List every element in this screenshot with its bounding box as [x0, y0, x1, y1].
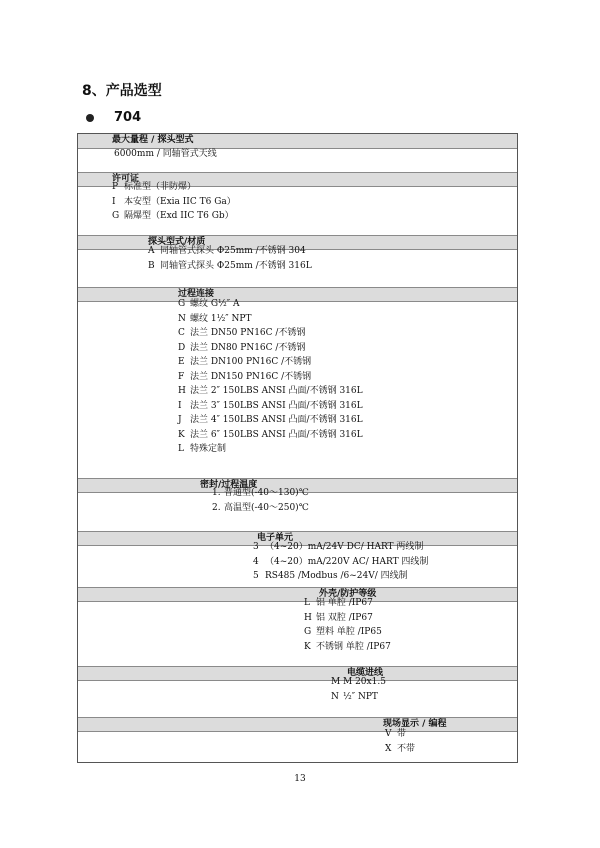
option-text: RS485 /Modbus /6~24V/ 四线制 [265, 571, 408, 581]
option-code: B [148, 260, 155, 271]
option-text: 螺纹 G½″ A [190, 299, 240, 309]
section-heading: 8、产品选型 [82, 83, 162, 99]
section-band [78, 287, 517, 302]
model-number: 704 [114, 110, 142, 125]
option-text: 普通型(-40～130)℃ [224, 488, 309, 498]
option-row [178, 384, 363, 398]
option-text: 同轴管式探头 Φ25mm /不锈钢 316L [160, 260, 312, 271]
option-row [178, 326, 305, 340]
option-text: 法兰 2″ 150LBS ANSI 凸面/不锈钢 316L [190, 386, 363, 396]
page-number: 13 [294, 774, 306, 784]
option-text: 法兰 DN150 PN16C /不锈钢 [190, 371, 312, 382]
option-text: 法兰 DN50 PN16C /不锈钢 [190, 328, 306, 338]
option-row [385, 727, 406, 741]
option-text: 特殊定制 [190, 444, 227, 454]
option-code: I [178, 400, 182, 411]
option-code: 2. [212, 502, 221, 513]
option-text: 法兰 3″ 150LBS ANSI 凸面/不锈钢 316L [190, 400, 363, 411]
section-band [78, 717, 517, 732]
section-title: 现场显示 / 编程 [383, 719, 447, 729]
option-code: M [331, 677, 341, 687]
section-title: 最大量程 / 探头型式 [112, 135, 194, 145]
option-row [178, 370, 311, 384]
option-code: V [385, 729, 392, 739]
option-row [304, 640, 391, 654]
option-code: I [112, 196, 116, 207]
section-band [78, 587, 517, 602]
option-code: G [304, 627, 312, 637]
model-label [86, 110, 141, 125]
option-row [253, 555, 428, 569]
option-row [178, 341, 305, 355]
option-text: 6000mm / 同轴管式天线 [114, 149, 217, 159]
option-row [253, 569, 408, 583]
option-code: G [112, 211, 120, 221]
option-code: 3 [253, 542, 259, 552]
option-row [178, 355, 311, 369]
option-row [112, 195, 236, 209]
option-text: 塑料 单腔 /IP65 [316, 627, 382, 637]
option-row [114, 147, 217, 161]
section-title: 过程连接 [178, 289, 215, 299]
option-text: 法兰 6″ 150LBS ANSI 凸面/不锈钢 316L [190, 429, 363, 440]
section-title: 外壳/防护等级 [319, 589, 377, 599]
option-text: 同轴管式探头 Φ25mm /不锈钢 304 [160, 246, 306, 256]
section-band [78, 666, 517, 681]
option-row [253, 540, 423, 554]
option-code: H [178, 386, 186, 396]
option-code: K [178, 429, 185, 440]
option-code: L [304, 598, 310, 608]
option-text: （4~20）mA/24V DC/ HART 两线制 [265, 542, 424, 552]
option-row [304, 596, 373, 610]
option-row [178, 297, 240, 311]
section-title: 探头型式/材质 [148, 237, 206, 247]
option-code: H [304, 612, 312, 623]
option-code: E [178, 357, 185, 367]
selection-table [77, 133, 518, 763]
option-code: F [178, 371, 185, 382]
bullet-icon [86, 114, 94, 122]
option-code: J [178, 415, 182, 425]
option-code: A [148, 246, 155, 256]
option-row [304, 625, 382, 639]
option-row [178, 413, 363, 427]
option-row [331, 690, 378, 704]
option-row [304, 611, 373, 625]
option-row [212, 501, 309, 515]
option-text: （4~20）mA/220V AC/ HART 四线制 [265, 556, 429, 567]
option-code: N [331, 691, 339, 702]
option-text: 高温型(-40～250)℃ [224, 502, 309, 513]
section-title: 密封/过程温度 [200, 480, 258, 490]
option-code: 5 [253, 571, 259, 581]
option-code: G [178, 299, 186, 309]
option-text: 带 [397, 729, 407, 739]
option-row [178, 399, 363, 413]
option-row [112, 209, 234, 223]
option-code: C [178, 328, 185, 338]
option-code: 1. [212, 488, 221, 498]
option-text: 标准型（非防爆） [124, 182, 197, 192]
option-text: M 20x1.5 [343, 677, 386, 687]
option-text: 法兰 4″ 150LBS ANSI 凸面/不锈钢 316L [190, 415, 363, 425]
option-row [148, 244, 306, 258]
option-code: N [178, 313, 186, 324]
option-text: 本安型（Exia IIC T6 Ga） [124, 196, 236, 207]
option-row [148, 259, 312, 273]
option-row [178, 442, 226, 456]
option-text: 法兰 DN100 PN16C /不锈钢 [190, 357, 312, 367]
option-code: 4 [253, 556, 259, 567]
section-title: 许可证 [112, 174, 140, 184]
option-row [112, 180, 196, 194]
option-code: K [304, 641, 311, 652]
option-code: P [112, 182, 119, 192]
option-text: 隔爆型（Exd IIC T6 Gb） [124, 211, 234, 221]
option-code: L [178, 444, 184, 454]
option-row [178, 428, 363, 442]
option-text: ½″ NPT [343, 691, 378, 702]
option-text: 螺纹 1½″ NPT [190, 313, 252, 324]
section-title: 电缆进线 [347, 668, 384, 678]
option-text: 不锈钢 单腔 /IP67 [316, 641, 391, 652]
option-row [178, 312, 251, 326]
section-title: 电子单元 [257, 533, 294, 543]
option-code: X [385, 743, 392, 754]
option-row [331, 675, 386, 689]
option-row [212, 486, 309, 500]
option-text: 不带 [397, 743, 416, 754]
option-row [385, 742, 415, 756]
option-text: 铝 双腔 /IP67 [316, 612, 373, 623]
option-text: 法兰 DN80 PN16C /不锈钢 [190, 342, 306, 353]
option-text: 铝 单腔 /IP67 [316, 598, 373, 608]
option-code: D [178, 342, 186, 353]
